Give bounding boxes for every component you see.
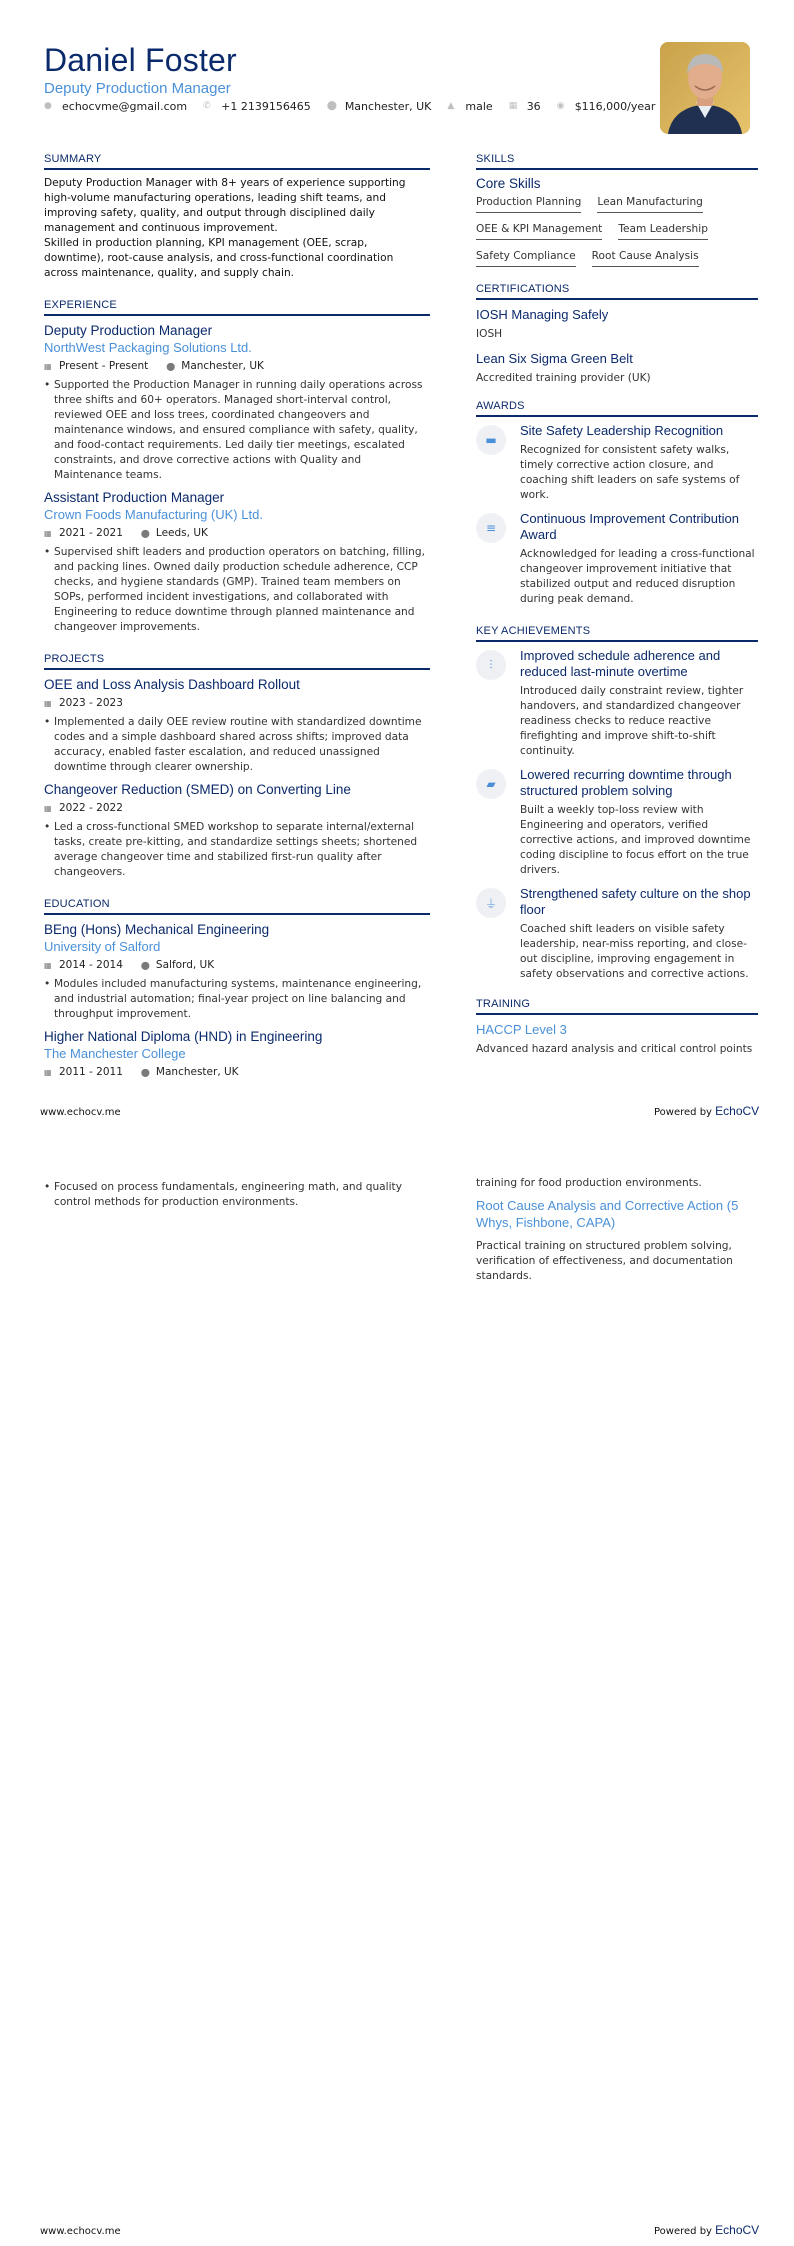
job-location: Manchester, UK [181,360,264,372]
certifications-heading: CERTIFICATIONS [476,283,758,300]
training-description-continued: training for food production environments. [476,1177,702,1189]
training-section [476,998,758,1057]
calendar-icon: ▦ [44,528,52,538]
gender-text: male [465,100,493,113]
project-title: OEE and Loss Analysis Dashboard Rollout [44,677,300,692]
project-title: Changeover Reduction (SMED) on Converting Line [44,782,351,797]
training-description: Advanced hazard analysis and critical control points [476,1043,753,1055]
skills-section [476,153,758,277]
job-bullet: • Supported the Production Manager in running daily operations across three shifts and 60+ operators. Managed short-interval control, reviewed OEE and loss trees, coordinated changeovers and maintenance windows, and ensured compliance with safety, quality, and food-contact requirements. Led daily tier meetings, escalated constraints, and drove corrective actions with Quality and Maintenance teams. [44,379,423,481]
education-bullet: • Focused on process fundamentals, engineering math, and quality control methods for production environments. [44,1181,402,1208]
school-name: University of Salford [44,939,161,954]
podium-icon: ≡ [476,513,506,543]
skill-tag: Team Leadership [618,223,708,240]
contact-bar [44,100,671,113]
card-icon: ▬ [476,425,506,455]
contact-age [509,100,541,113]
achievement-item [476,648,758,759]
experience-item [44,489,430,635]
location-pin-icon: ⬤ [326,101,337,111]
award-title: Site Safety Leadership Recognition [520,423,724,438]
contact-salary [557,100,656,113]
education-dates: 2014 - 2014 [59,959,123,971]
education-location: Manchester, UK [155,1066,239,1078]
location-pin-icon: ⬤ [166,361,176,371]
education-dates: 2011 - 2011 [59,1066,123,1078]
school-name: The Manchester College [44,1046,186,1061]
education-item [44,921,430,1022]
email-icon: ● [44,101,52,111]
degree-title: BEng (Hons) Mechanical Engineering [44,922,270,937]
project-dates: 2022 - 2022 [59,802,123,814]
degree-title: Higher National Diploma (HND) in Engineering [44,1029,323,1044]
brand-logo: EchoCV [715,2223,760,2237]
contact-phone[interactable] [203,100,311,113]
profile-photo [660,42,750,134]
experience-section [44,299,430,635]
project-bullet: • Implemented a daily OEE review routine with standardized downtime codes and a simple dashboard shared across shifts; improved data accuracy, enabled faster escalation, and reduced unassigned downtime through clearer ownership. [44,716,422,773]
contact-gender [447,100,492,113]
candidate-title: Deputy Production Manager [44,80,231,97]
education-heading: EDUCATION [44,898,430,915]
certification-title: Lean Six Sigma Green Belt [476,351,633,366]
powered-by-text: Powered by [654,2226,712,2237]
contact-email[interactable] [44,100,187,113]
projects-heading: PROJECTS [44,653,430,670]
location-pin-icon: ⬤ [140,960,150,970]
candidate-name: Daniel Foster [44,42,237,78]
skill-tag: Root Cause Analysis [592,250,699,267]
projects-section [44,653,430,880]
project-item [44,781,430,880]
achievement-description: Coached shift leaders on visible safety leadership, near-miss reporting, and close-out discipline, improving engagement in safety observations and corrective actions. [520,923,749,980]
achievement-item [476,767,758,878]
project-item [44,676,430,775]
resume-page-2 [0,1126,794,2246]
education-location: Salford, UK [155,959,215,971]
job-meta [44,526,430,541]
achievement-title: Strengthened safety culture on the shop floor [520,886,751,917]
achievements-section [476,625,758,982]
brand-logo: EchoCV [715,1104,760,1118]
right-column [476,153,758,1057]
certification-title: IOSH Managing Safely [476,307,609,322]
chat-icon: ▰ [476,769,506,799]
company-name: Crown Foods Manufacturing (UK) Ltd. [44,507,263,522]
footer-powered [654,1104,759,1118]
achievement-item [476,886,758,982]
award-description: Recognized for consistent safety walks, timely corrective action closure, and coaching shift leaders on safe systems of work. [520,444,740,501]
skill-tag: Production Planning [476,196,581,213]
training-heading: TRAINING [476,998,758,1015]
certification-issuer: IOSH [476,328,503,340]
education-bullet: • Modules included manufacturing systems, maintenance engineering, and industrial automation; final-year project on line balancing and throughput improvement. [44,978,422,1020]
calendar-icon: ▦ [44,361,52,371]
summary-paragraph-1: Deputy Production Manager with 8+ years of experience supporting high-volume manufacturing operations, leading shift teams, and improving safety, quality, and output through disciplined daily management and continuous improvement. [44,177,406,234]
job-meta [44,359,430,374]
summary-heading: SUMMARY [44,153,430,170]
training-title: HACCP Level 3 [476,1022,567,1037]
contact-location [327,100,432,113]
skill-tag: Lean Manufacturing [597,196,703,213]
award-description: Acknowledged for leading a cross-functional changeover improvement initiative that stabilized output and reduced disruption during peak demand. [520,548,755,605]
education-item [44,1028,430,1080]
job-dates: 2021 - 2021 [59,527,123,539]
age-text: 36 [526,100,541,113]
job-title: Deputy Production Manager [44,323,213,338]
job-dates: Present - Present [59,360,149,372]
achievement-description: Introduced daily constraint review, tighter handovers, and standardized changeover readiness checks to reduce reactive firefighting and improve shift-to-shift continuity. [520,685,744,757]
person-icon: ▲ [447,101,455,111]
company-name: NorthWest Packaging Solutions Ltd. [44,340,252,355]
achievement-title: Lowered recurring downtime through structured problem solving [520,767,732,798]
training-title: Root Cause Analysis and Corrective Action (5 Whys, Fishbone, CAPA) [476,1198,739,1230]
powered-by-text: Powered by [654,1107,712,1118]
skills-group-title: Core Skills [476,176,541,191]
achievement-description: Built a weekly top-loss review with Engineering and operators, verified corrective actions, and improved downtime coding discipline to focus effort on the true drivers. [520,804,751,876]
phone-text: +1 2139156465 [221,100,311,113]
skills-heading: SKILLS [476,153,758,170]
flask-icon: ⏚ [476,888,506,918]
calendar-icon: ▦ [44,1067,52,1077]
award-title: Continuous Improvement Contribution Award [520,511,739,542]
training-description: Practical training on structured problem solving, verification of effectiveness, and documentation standards. [476,1240,733,1282]
experience-item [44,322,430,483]
calendar-icon: ▦ [44,803,52,813]
awards-heading: AWARDS [476,400,758,417]
achievement-title: Improved schedule adherence and reduced last-minute overtime [520,648,721,679]
project-dates: 2023 - 2023 [59,697,123,709]
salary-text: $116,000/year [574,100,656,113]
certification-issuer: Accredited training provider (UK) [476,372,651,384]
job-location: Leeds, UK [155,527,208,539]
left-column [44,153,430,1080]
summary-paragraph-2: Skilled in production planning, KPI management (OEE, scrap, downtime), root-cause analysis, and cross-functional coordination across maintenance, quality, and supply chain. [44,237,394,279]
calendar-icon: ▦ [44,960,52,970]
location-text: Manchester, UK [344,100,432,113]
job-bullet: • Supervised shift leaders and production operators on batching, filling, and packing lines. Owned daily production schedule adherence, CCP checks, and hygiene standards (GMP). Trained team members on SOPs, performed incident investigations, and collaborated with Engineering to reduce downtime through planned maintenance and changeover improvements. [44,546,425,633]
award-item [476,511,758,607]
location-pin-icon: ⬤ [140,528,150,538]
money-icon: ◉ [556,101,565,111]
footer-powered [654,2223,759,2237]
footer-site-link[interactable]: www.echocv.me [40,1107,121,1118]
job-title: Assistant Production Manager [44,490,225,505]
summary-section [44,153,430,281]
left-column-continued [44,1176,430,1210]
skill-tag: OEE & KPI Management [476,223,602,240]
project-bullet: • Led a cross-functional SMED workshop to separate internal/external tasks, create pre-kitting, and standardize settings sheets; shortened average changeover time and stabilized first-run quality after changeovers. [44,821,418,878]
education-section [44,898,430,1080]
phone-icon: ✆ [203,101,211,111]
sliders-icon: ⫶ [476,650,506,680]
awards-section [476,400,758,607]
certifications-section [476,283,758,384]
right-column-continued [476,1176,758,1284]
footer-site-link[interactable]: www.echocv.me [40,2226,121,2237]
experience-heading: EXPERIENCE [44,299,430,316]
achievements-heading: KEY ACHIEVEMENTS [476,625,758,642]
email-text: echocvme@gmail.com [62,100,188,113]
location-pin-icon: ⬤ [140,1067,150,1077]
skills-tags [476,196,758,277]
skill-tag: Safety Compliance [476,250,576,267]
calendar-icon: ▦ [44,698,52,708]
award-item [476,423,758,503]
calendar-icon: ▦ [508,101,518,111]
